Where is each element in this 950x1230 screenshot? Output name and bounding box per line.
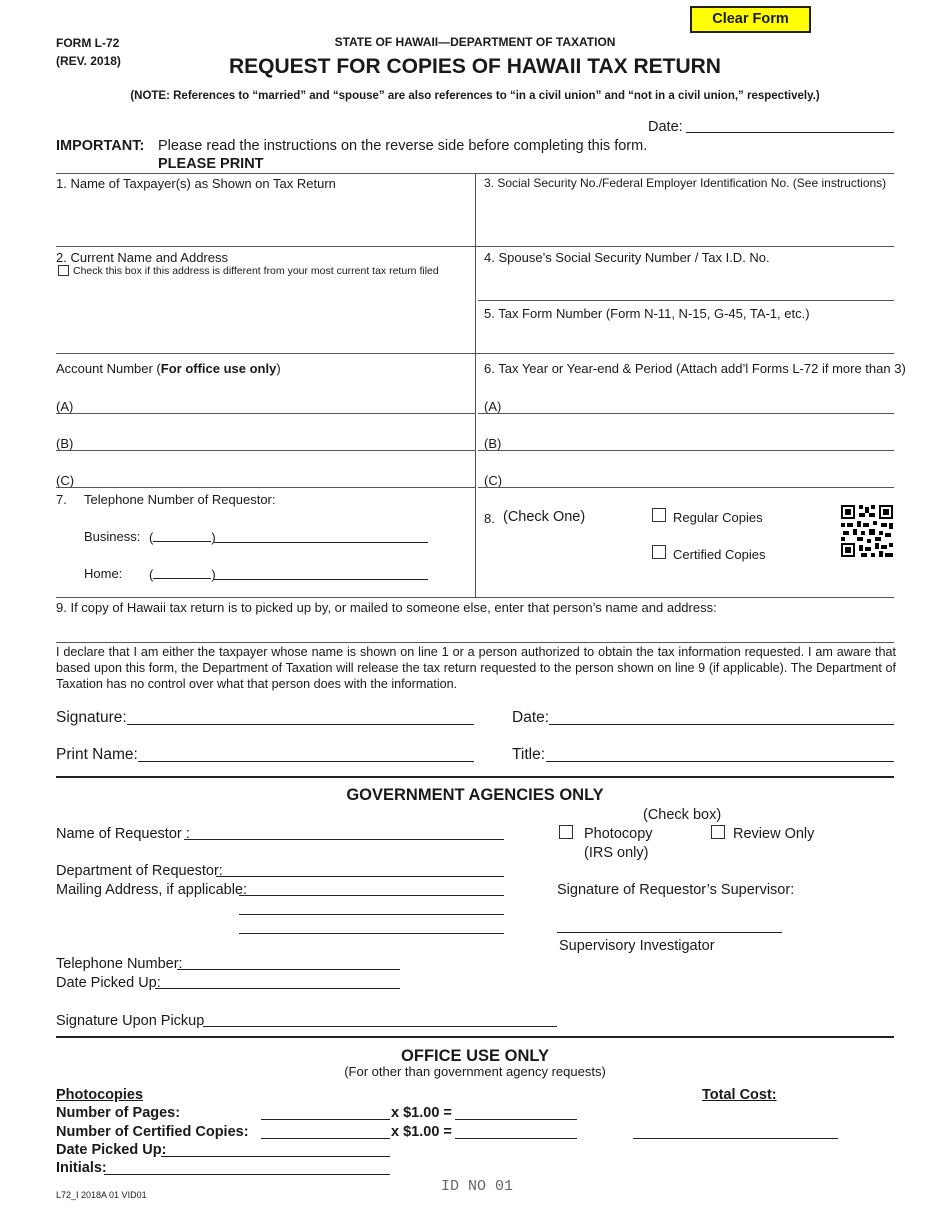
total-cost-field[interactable] (633, 1138, 838, 1139)
tax-year-c-field[interactable] (478, 487, 894, 488)
account-number-label: Account Number (For office use only) (56, 361, 281, 376)
account-a-label: (A) (56, 399, 74, 414)
date-label: Date: (648, 119, 683, 135)
field-6-label: 6. Tax Year or Year-end & Period (Attach add’l Forms L-72 if more than 3) (484, 361, 906, 376)
office-heading: OFFICE USE ONLY (401, 1047, 549, 1065)
id-number: ID NO 01 (441, 1178, 514, 1195)
form-id: FORM L-72 (56, 36, 120, 50)
mailing-address-field-3[interactable] (239, 933, 504, 934)
field-9-label: 9. If copy of Hawaii tax return is to picked up by, or mailed to someone else, enter that person’s name and address: (56, 600, 717, 615)
address-change-checkbox[interactable] (58, 265, 69, 276)
tax-year-b-field[interactable] (478, 450, 894, 451)
address-change-label: Check this box if this address is different from your most current tax return filed (73, 265, 439, 277)
mailing-address-field-1[interactable] (239, 895, 504, 896)
name-requestor-label: Name of Requestor : (56, 826, 190, 842)
print-name-field[interactable] (138, 761, 474, 762)
gov-date-picked-label: Date Picked Up: (56, 975, 161, 991)
review-only-checkbox[interactable] (711, 825, 725, 839)
important-text: Please read the instructions on the reverse side before completing this form. (158, 138, 648, 154)
qr-code-icon (841, 505, 893, 557)
name-requestor-field[interactable] (184, 839, 504, 840)
pages-rate-label: x $1.00 = (391, 1105, 452, 1121)
grid-bottom-line (56, 597, 894, 598)
name-address-field[interactable] (56, 282, 471, 350)
supervisor-signature-field[interactable] (557, 932, 782, 933)
ssn-fein-field[interactable] (480, 192, 892, 244)
taxpayer-name-field[interactable] (56, 192, 471, 244)
photocopy-label: Photocopy (584, 826, 653, 842)
office-date-picked-field[interactable] (161, 1156, 390, 1157)
line-after-4 (478, 300, 894, 301)
home-area-code[interactable]: ( ) (149, 567, 216, 582)
gov-telephone-field[interactable] (177, 969, 400, 970)
line-after-1 (56, 246, 894, 247)
num-pages-field[interactable] (261, 1119, 390, 1120)
account-b-label: (B) (56, 436, 74, 451)
field-5-label: 5. Tax Form Number (Form N-11, N-15, G-45, TA-1, etc.) (484, 306, 810, 321)
field-3-label: 3. Social Security No./Federal Employer Identification No. (See instructions) (484, 176, 887, 190)
review-only-label: Review Only (733, 826, 815, 842)
num-certified-field[interactable] (261, 1138, 390, 1139)
form-note: (NOTE: References to “married” and “spouse” are also references to “in a civil union” and “not in a civil union,” respectively.) (130, 90, 820, 102)
dept-requestor-label: Department of Requestor: (56, 863, 223, 879)
check-box-label: (Check box) (643, 807, 722, 823)
form-code: L72_I 2018A 01 VID01 (56, 1190, 147, 1200)
account-b-field[interactable] (56, 450, 475, 451)
regular-copies-checkbox[interactable] (652, 508, 666, 522)
certified-rate-label: x $1.00 = (391, 1124, 452, 1140)
gov-heading: GOVERNMENT AGENCIES ONLY (346, 786, 604, 804)
check-one-label: (Check One) (503, 509, 586, 525)
business-phone-label: Business: (84, 529, 141, 544)
clear-form-button[interactable]: Clear Form (690, 6, 811, 33)
field-4-label: 4. Spouse’s Social Security Number / Tax I.D. No. (484, 250, 770, 265)
photocopies-heading: Photocopies (56, 1087, 144, 1103)
spouse-ssn-field[interactable] (480, 266, 892, 298)
office-subheading: (For other than government agency requests) (344, 1064, 606, 1079)
regular-copies-label: Regular Copies (673, 510, 763, 525)
date-field[interactable] (686, 132, 894, 133)
num-pages-label: Number of Pages: (56, 1105, 181, 1121)
photocopy-checkbox[interactable] (559, 825, 573, 839)
mailing-address-field-2[interactable] (239, 914, 504, 915)
certified-cost-field[interactable] (455, 1138, 577, 1139)
home-phone-label: Home: (84, 566, 123, 581)
signature-field[interactable] (127, 724, 474, 725)
declaration-text: I declare that I am either the taxpayer whose name is shown on line 1 or a person authorized to obtain the tax information requested. I am aware that based upon this form, the Department of Taxation will release the tax return requested to the person shown on line 9 (if applicable). The Department of Taxation has no control over what that person does with the information. (56, 645, 896, 691)
tax-form-number-field[interactable] (480, 322, 892, 350)
account-c-label: (C) (56, 473, 75, 488)
office-date-picked-label: Date Picked Up: (56, 1142, 167, 1158)
field-2-label: 2. Current Name and Address (56, 250, 228, 265)
tax-year-c-label: (C) (484, 473, 503, 488)
signature-label: Signature: (56, 709, 127, 726)
grid-divider (475, 173, 476, 597)
signature-pickup-label: Signature Upon Pickup (56, 1013, 205, 1029)
important-label: IMPORTANT: (56, 138, 145, 154)
signature-pickup-field[interactable] (203, 1026, 557, 1027)
certified-copies-label: Certified Copies (673, 547, 766, 562)
title-field[interactable] (546, 761, 894, 762)
line-after-2 (56, 353, 894, 354)
initials-label: Initials: (56, 1160, 107, 1176)
declaration-date-label: Date: (512, 709, 550, 726)
business-area-code[interactable]: ( ) (149, 530, 216, 545)
supervisor-signature-label: Signature of Requestor’s Supervisor: (557, 882, 795, 898)
account-a-field[interactable] (56, 413, 475, 414)
business-phone-field[interactable] (214, 542, 428, 543)
field-7-number: 7. (56, 492, 67, 507)
num-certified-label: Number of Certified Copies: (56, 1124, 249, 1140)
form-revision: (REV. 2018) (56, 54, 121, 68)
third-party-field[interactable] (56, 616, 894, 640)
print-name-label: Print Name: (56, 746, 138, 763)
certified-copies-checkbox[interactable] (652, 545, 666, 559)
total-cost-heading: Total Cost: (702, 1087, 777, 1103)
declaration-date-field[interactable] (549, 724, 894, 725)
gov-telephone-label: Telephone Number: (56, 956, 183, 972)
please-print: PLEASE PRINT (158, 156, 264, 172)
tax-year-a-field[interactable] (478, 413, 894, 414)
mailing-address-label: Mailing Address, if applicable: (56, 882, 248, 898)
dept-requestor-field[interactable] (216, 876, 504, 877)
irs-only-label: (IRS only) (584, 845, 649, 861)
title-label: Title: (512, 746, 546, 763)
section-divider-1 (56, 776, 894, 778)
agency-name: STATE OF HAWAII—DEPARTMENT OF TAXATION (334, 35, 616, 49)
supervisory-investigator-label: Supervisory Investigator (559, 938, 715, 954)
initials-field[interactable] (104, 1174, 390, 1175)
line-after-9 (56, 642, 894, 643)
tax-year-a-label: (A) (484, 399, 502, 414)
account-c-field[interactable] (56, 487, 475, 488)
form-title: REQUEST FOR COPIES OF HAWAII TAX RETURN (229, 55, 721, 78)
tax-year-b-label: (B) (484, 436, 502, 451)
field-8-number: 8. (484, 511, 495, 526)
field-1-label: 1. Name of Taxpayer(s) as Shown on Tax Return (56, 176, 336, 191)
home-phone-field[interactable] (214, 579, 428, 580)
field-7-label: Telephone Number of Requestor: (84, 492, 276, 507)
pages-cost-field[interactable] (455, 1119, 577, 1120)
gov-date-picked-field[interactable] (155, 988, 400, 989)
section-divider-2 (56, 1036, 894, 1038)
